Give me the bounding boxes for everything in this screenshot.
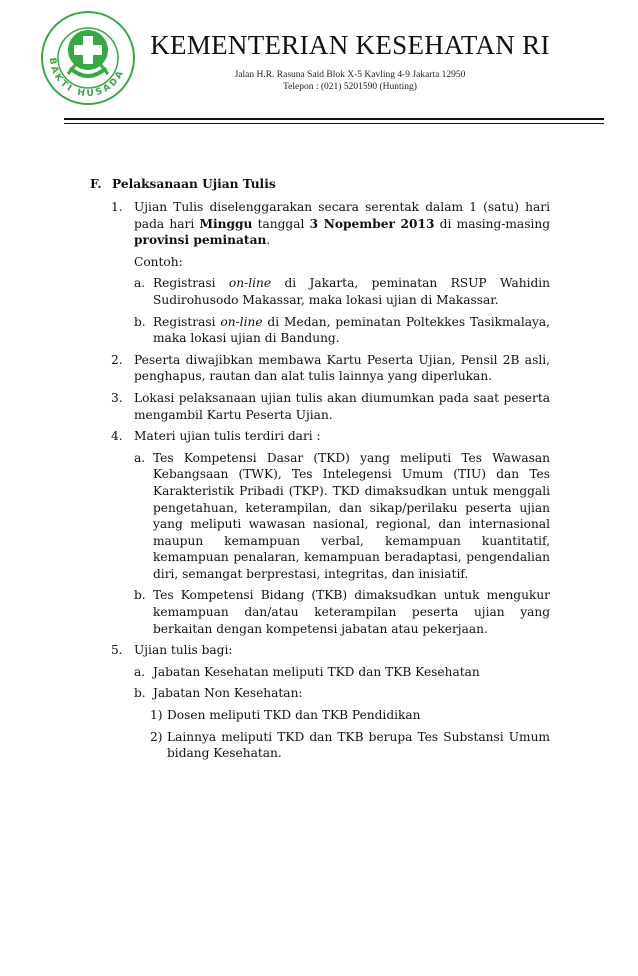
item-text: Materi ujian tulis terdiri dari :: [134, 429, 321, 444]
document-body: [90, 176, 550, 767]
sub-item-marker: b.: [134, 314, 146, 329]
sub-item-text: Tes Kompetensi Bidang (TKB) dimaksudkan untuk mengukur kemampuan dan/atau keterampilan peserta ujian yang berkaitan dengan kompetensi jabatan atau pekerjaan.: [153, 588, 550, 636]
sub-item-5a: [90, 664, 550, 681]
sub-sub-item-text: Lainnya meliputi TKD dan TKB berupa Tes Substansi Umum bidang Kesehatan.: [167, 729, 550, 761]
sub-item-text: Registrasi: [153, 314, 221, 329]
list-item-3: [90, 390, 550, 423]
example-label: Contoh:: [134, 254, 183, 269]
item-number: 4.: [111, 429, 123, 444]
item-number: 2.: [111, 352, 123, 367]
sub-item-marker: a.: [134, 276, 146, 291]
header-rule-thick: [64, 118, 604, 120]
sub-item-4a: [90, 450, 550, 583]
sub-sub-item-marker: 1): [150, 708, 163, 723]
item-text: .: [266, 233, 271, 248]
list-item-5: [90, 642, 550, 659]
list-item-1: [90, 199, 550, 249]
sub-item-text: Registrasi: [153, 276, 229, 291]
sub-item-text: Tes Kompetensi Dasar (TKD) yang meliputi Tes Wawasan Kebangsaan (TWK), Tes Intelegensi Umum (TIU) dan Tes Karakteristik Pribadi (TKP). TKD dimaksudkan untuk menggali pengetahuan, keterampilan, dan sikap/perilaku peserta ujian yang meliputi wawasan nasional, regional, dan internasional maupun kemampuan verbal, kemampuan kuantitatif, kemampuan penalaran, kemampuan beradaptasi, pengendalian diri, semangat berprestasi, integritas, dan inisiatif.: [153, 450, 550, 581]
org-name: KEMENTERIAN KESEHATAN RI: [150, 30, 550, 60]
sub-sub-item-5b2: [90, 729, 550, 762]
item-text: Peserta diwajibkan membawa Kartu Peserta Ujian, Pensil 2B asli, penghapus, rautan dan alat tulis lainnya yang diperlukan.: [134, 352, 550, 384]
sub-item-text: di Jakarta, peminatan RSUP Wahidin Sudirohusodo Makassar, maka lokasi ujian di Makassar.: [153, 276, 551, 307]
sub-sub-item-text: Dosen meliputi TKD dan TKB Pendidikan: [167, 708, 421, 723]
item-text: Ujian Tulis diselenggarakan secara serentak dalam 1 (satu) hari pada hari: [134, 200, 550, 231]
bold-day: Minggu: [199, 216, 253, 231]
item-text: Ujian tulis bagi:: [134, 643, 233, 658]
phone-line: Telepon : (021) 5201590 (Hunting): [283, 82, 417, 92]
item-number: 5.: [111, 643, 123, 658]
sub-item-marker: a.: [134, 450, 146, 465]
list-item-2: [90, 352, 550, 385]
sub-item-text: Jabatan Kesehatan meliputi TKD dan TKB Kesehatan: [153, 664, 480, 679]
sub-item-4b: [90, 587, 550, 637]
italic-term: on-line: [228, 276, 272, 291]
section-marker: F.: [90, 177, 102, 191]
item-text: tanggal: [252, 216, 310, 231]
address-line: Jalan H.R. Rasuna Said Blok X-5 Kavling 4-9 Jakarta 12950: [234, 70, 466, 80]
sub-item-marker: b.: [134, 588, 146, 603]
sub-sub-item-5b1: [90, 707, 550, 724]
sub-item-5b: [90, 685, 550, 702]
item-text: Lokasi pelaksanaan ujian tulis akan diumumkan pada saat peserta mengambil Kartu Peserta Ujian.: [134, 390, 550, 422]
sub-item-marker: a.: [134, 664, 146, 679]
item-text: di masing-masing: [434, 216, 551, 231]
section-title: Pelaksanaan Ujian Tulis: [112, 177, 276, 191]
sub-item-text: Jabatan Non Kesehatan:: [153, 686, 303, 701]
bold-location: provinsi peminatan: [134, 233, 267, 248]
sub-item-1b: [90, 314, 550, 347]
list-item-4: [90, 428, 550, 445]
section-heading: [90, 176, 550, 194]
item-number: 1.: [111, 200, 123, 214]
header-rule-thin: [64, 123, 604, 124]
italic-term: on-line: [220, 314, 263, 329]
letterhead: [0, 0, 638, 120]
sub-item-text: di Medan, peminatan Poltekkes Tasikmalaya, maka lokasi ujian di Bandung.: [153, 314, 551, 346]
item-number: 3.: [111, 390, 123, 405]
sub-item-marker: b.: [134, 686, 146, 701]
sub-item-1a: [90, 275, 550, 308]
bold-date: 3 Nopember 2013: [309, 216, 435, 231]
ministry-logo: [38, 8, 138, 108]
sub-sub-item-marker: 2): [150, 729, 163, 744]
logo-ring-text: BAKTI HUSADA: [46, 57, 127, 100]
